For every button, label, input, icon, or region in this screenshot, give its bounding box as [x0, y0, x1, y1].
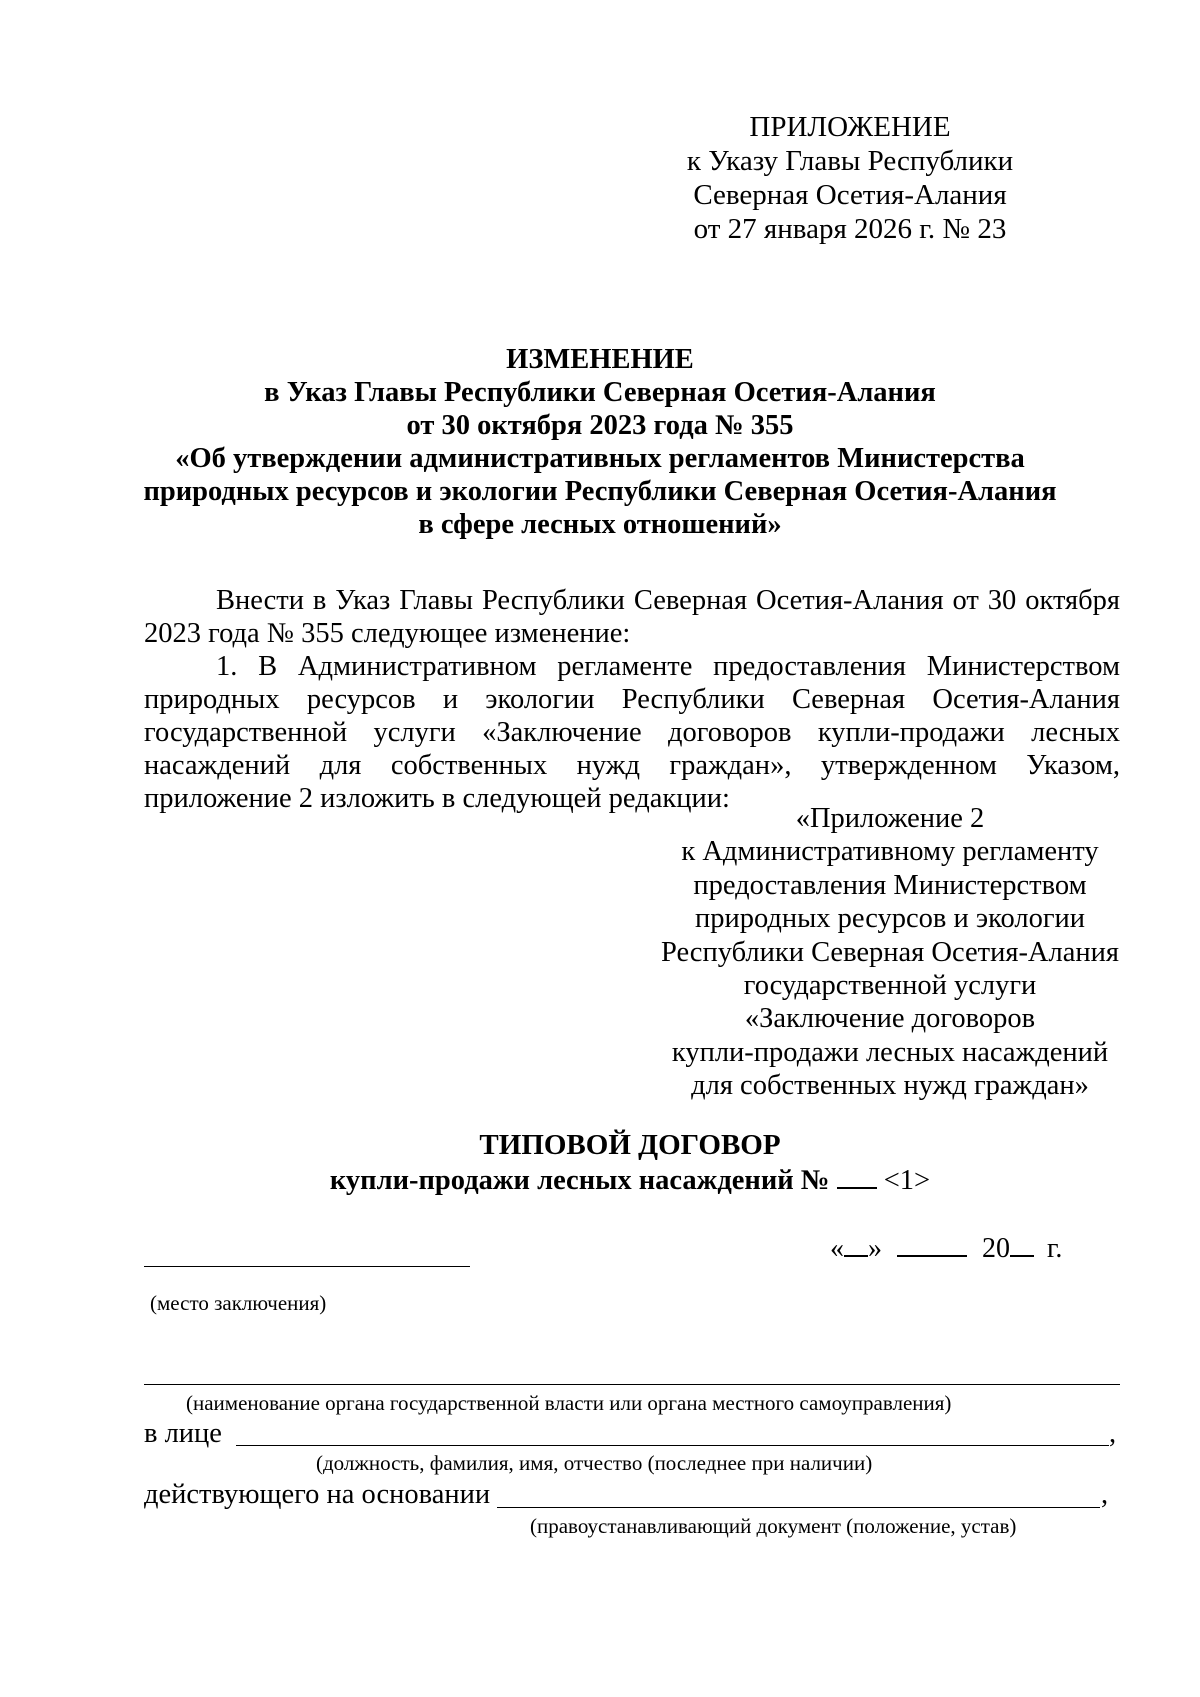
authority-caption: (наименование органа государственной власти или органа местного самоуправления): [186, 1391, 952, 1415]
title-line: «Об утверждении административных регламентов Министерства: [175, 443, 1025, 474]
person-caption: (должность, фамилия, имя, отчество (последнее при наличии): [316, 1451, 873, 1475]
year-prefix: 20: [982, 1233, 1010, 1264]
paragraph-line: приложение 2 изложить в следующей редакции:: [144, 783, 730, 814]
appendix2-line: Республики Северная Осетия-Алания: [660, 936, 1120, 968]
paragraph-line: государственной услуги «Заключение договоров купли-продажи лесных: [144, 717, 1120, 748]
appendix2-line: государственной услуги: [743, 969, 1037, 1001]
place-line[interactable]: [144, 1266, 470, 1267]
document-line[interactable]: [497, 1507, 1100, 1508]
appendix2-line: к Административному регламенту: [681, 836, 1099, 868]
contract-number-blank[interactable]: [837, 1167, 877, 1189]
year-suffix: г.: [1047, 1233, 1063, 1264]
year-blank[interactable]: [1010, 1235, 1034, 1257]
contract-title: ТИПОВОЙ ДОГОВОР: [479, 1129, 781, 1161]
paragraph-line: насаждений для собственных нужд граждан», утвержденном Указом,: [144, 750, 1120, 781]
paragraph-line: Внести в Указ Главы Республики Северная Осетия-Алания от 30 октября: [216, 585, 1120, 616]
title-line: ИЗМЕНЕНИЕ: [506, 344, 694, 375]
date-open-quote: «: [830, 1233, 844, 1264]
acting-label: действующего на основании: [144, 1479, 491, 1510]
appendix-line: к Указу Главы Республики: [686, 145, 1014, 177]
contract-date: [830, 1232, 1062, 1266]
appendix2-line: для собственных нужд граждан»: [691, 1070, 1089, 1102]
trailing-comma: ,: [1101, 1479, 1109, 1510]
body-text: [144, 584, 1120, 815]
document-caption: (правоустанавливающий документ (положение, устав): [530, 1514, 1017, 1538]
appendix2-line: «Приложение 2: [795, 803, 985, 834]
month-blank[interactable]: [897, 1235, 967, 1257]
appendix2-header: [640, 802, 1140, 1103]
appendix2-line: предоставления Министерством: [693, 869, 1087, 901]
place-caption: (место заключения): [150, 1291, 327, 1315]
authority-line[interactable]: [144, 1384, 1120, 1385]
paragraph-line: природных ресурсов и экологии Республики Северная Осетия-Алания: [144, 684, 1120, 715]
title-line: от 30 октября 2023 года № 355: [406, 410, 794, 441]
document-title: [80, 343, 1120, 541]
day-blank[interactable]: [844, 1235, 868, 1257]
appendix-line: Северная Осетия-Алания: [693, 179, 1007, 211]
title-line: в Указ Главы Республики Северная Осетия-Алания: [264, 377, 936, 408]
trailing-comma: ,: [1109, 1418, 1117, 1449]
appendix2-line: купли-продажи лесных насаждений: [671, 1036, 1109, 1068]
title-line: в сфере лесных отношений»: [418, 509, 782, 540]
contract-subtitle-text: купли-продажи лесных насаждений №: [329, 1165, 830, 1196]
footnote-ref: <1>: [883, 1165, 931, 1196]
contract-subtitle: [80, 1163, 1180, 1199]
paragraph-line: 1. В Административном регламенте предоставления Министерством: [216, 651, 1120, 682]
title-line: природных ресурсов и экологии Республики Северная Осетия-Алания: [143, 476, 1057, 507]
appendix-line: от 27 января 2026 г. № 23: [693, 213, 1007, 245]
in-person-label: в лице: [144, 1418, 222, 1449]
appendix2-line: природных ресурсов и экологии: [694, 903, 1086, 935]
appendix-header: [600, 110, 1100, 246]
date-close-quote: »: [868, 1233, 882, 1264]
paragraph-line: 2023 года № 355 следующее изменение:: [144, 618, 631, 649]
person-line[interactable]: [236, 1445, 1109, 1446]
appendix2-line: «Заключение договоров: [744, 1003, 1036, 1035]
appendix-line: ПРИЛОЖЕНИЕ: [749, 111, 951, 143]
